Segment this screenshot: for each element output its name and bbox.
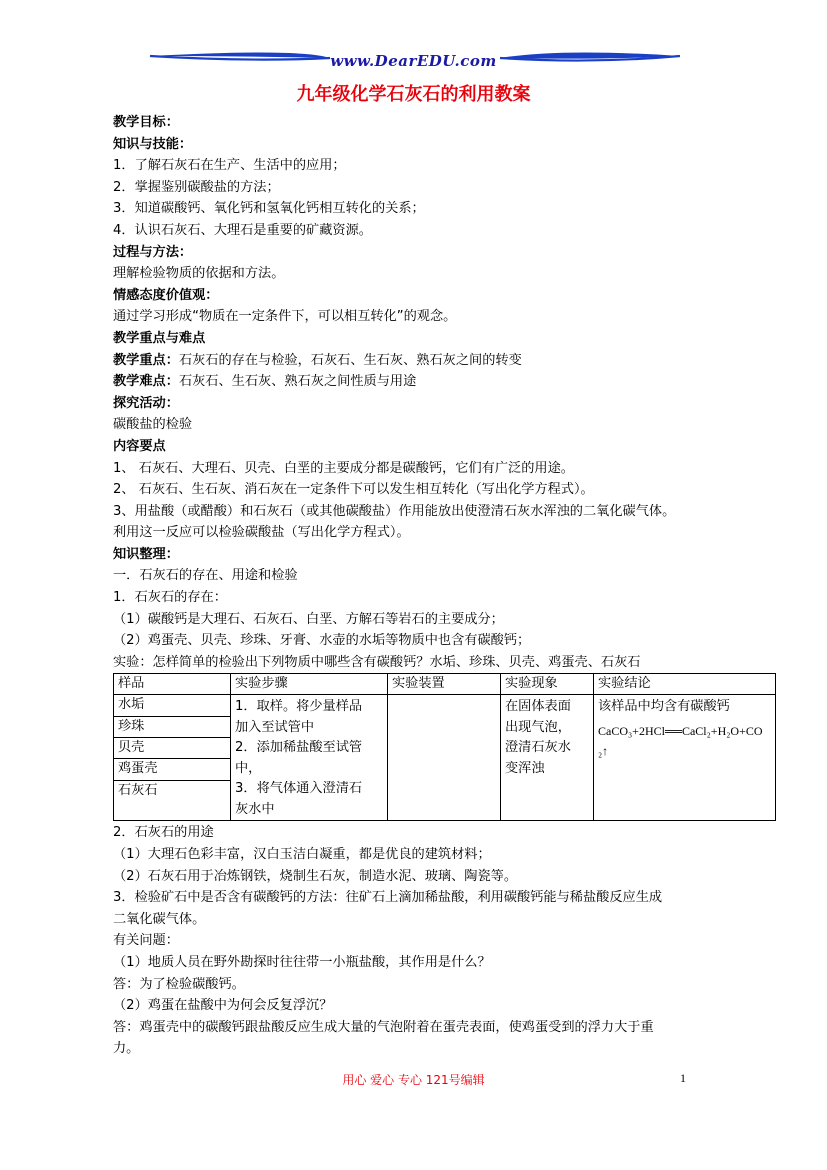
text-line: 答：为了检验碳酸钙。: [113, 976, 245, 992]
step-line: 中，: [235, 760, 262, 776]
section-heading: 教学目标：: [113, 115, 179, 130]
page-number: 1: [680, 1071, 686, 1085]
text-line: 碳酸盐的检验: [113, 417, 193, 433]
sample-cell: 珍珠: [114, 716, 231, 737]
section-heading: 教学重点与难点: [113, 330, 206, 346]
text-line: 4．认识石灰石、大理石是重要的矿藏资源。: [113, 222, 372, 238]
sample-cell: 石灰石: [114, 780, 231, 821]
phenomenon-line: 在固体表面: [505, 699, 571, 715]
difficult-point-text: 石灰石、生石灰、熟石灰之间性质与用途: [178, 374, 417, 390]
section-heading: 探究活动：: [113, 395, 179, 411]
phenomenon-line: 变浑浊: [505, 760, 545, 776]
step-line: 加入至试管中: [235, 719, 315, 735]
sample-cell: 贝壳: [114, 738, 231, 759]
difficult-point-line: [113, 371, 778, 393]
text-line: （1）碳酸钙是大理石、石灰石、白垩、方解石等岩石的主要成分；: [113, 611, 504, 627]
section-heading: 知识与技能：: [113, 136, 193, 152]
conclusion-cell: [594, 695, 776, 821]
steps-cell: [231, 695, 388, 821]
text-line: 3．知道碳酸钙、氧化钙和氢氧化钙相互转化的关系；: [113, 201, 425, 217]
text-line: （2）鸡蛋在盐酸中为何会反复浮沉？: [113, 998, 333, 1014]
step-line: 灰水中: [235, 801, 275, 817]
text-line: 2．石灰石的用途: [113, 825, 214, 841]
section-content: [113, 393, 778, 674]
table-header: 实验现象: [501, 674, 594, 695]
text-line: （1）大理石色彩丰富，汉白玉洁白凝重，都是优良的建筑材料；: [113, 847, 491, 863]
text-line: 一．石灰石的存在、用途和检验: [113, 568, 298, 584]
page-footer: 用心 爱心 专心 121号编辑: [342, 1073, 485, 1087]
step-line: 2．添加稀盐酸至试管: [235, 740, 363, 756]
section-heading: 情感态度价值观：: [113, 287, 219, 303]
table-header: 实验结论: [594, 674, 776, 695]
sample-cell: 鸡蛋壳: [114, 759, 231, 780]
text-line: （2）石灰石用于冶炼钢铁，烧制生石灰，制造水泥、玻璃、陶瓷等。: [113, 868, 518, 884]
text-line: 3、用盐酸（或醋酸）和石灰石（或其他碳酸盐）作用能放出使澄清石灰水浑浊的二氧化碳气体。: [113, 503, 676, 519]
key-point-text: 石灰石的存在与检验，石灰石、生石灰、熟石灰之间的转变: [178, 352, 522, 368]
text-line: 1．石灰石的存在：: [113, 590, 227, 606]
section-heading: 过程与方法：: [113, 244, 193, 260]
text-line: （2）鸡蛋壳、贝壳、珍珠、牙膏、水壶的水垢等物质中也含有碳酸钙；: [113, 633, 531, 649]
reaction-equation: CaCO₃+2HCl══CaCl₂+H₂O+CO: [598, 723, 763, 738]
text-line: （1）地质人员在野外勘探时往往带一小瓶盐酸，其作用是什么？: [113, 955, 491, 970]
text-line: 二氧化碳气体。: [113, 911, 206, 927]
reaction-equation-tail: ₂↑: [598, 744, 609, 759]
sample-cell: 水垢: [114, 695, 231, 716]
text-line: 实验：怎样简单的检验出下列物质中哪些含有碳酸钙？水垢、珍珠、贝壳、鸡蛋壳、石灰石: [113, 654, 641, 670]
table-header: 实验步骤: [231, 674, 388, 695]
conclusion-text: 该样品中均含有碳酸钙: [598, 699, 730, 715]
document-body: [113, 112, 778, 1060]
section-objectives: [113, 112, 778, 350]
section-usage: [113, 822, 778, 1060]
table-row: [114, 695, 776, 716]
key-point-label: 教学重点：: [113, 352, 179, 368]
text-line: 利用这一反应可以检验碳酸盐（写出化学方程式）。: [113, 525, 410, 541]
table-header-row: [114, 674, 776, 695]
text-line: 1．了解石灰石在生产、生活中的应用；: [113, 158, 346, 174]
section-heading: 知识整理：: [113, 546, 179, 562]
step-line: 1．取样。将少量样品: [235, 699, 363, 715]
text-line: 通过学习形成“物质在一定条件下，可以相互转化”的观念。: [113, 309, 457, 325]
document-title: 九年级化学石灰石的利用教案: [296, 84, 531, 105]
text-line: 3．检验矿石中是否含有碳酸钙的方法：往矿石上滴加稀盐酸，利用碳酸钙能与稀盐酸反应生成: [113, 890, 663, 906]
table-header: 实验装置: [388, 674, 501, 695]
text-line: 1、 石灰石、大理石、贝壳、白垩的主要成分都是碳酸钙，它们有广泛的用途。: [113, 460, 574, 476]
table-header: 样品: [114, 674, 231, 695]
phenomenon-line: 出现气泡，: [505, 719, 571, 735]
text-line: 2、 石灰石、生石灰、消石灰在一定条件下可以发生相互转化（写出化学方程式）。: [113, 482, 594, 498]
difficult-point-label: 教学难点：: [113, 374, 179, 390]
text-line: 力。: [113, 1041, 140, 1057]
text-line: 答：鸡蛋壳中的碳酸钙跟盐酸反应生成大量的气泡附着在蛋壳表面，使鸡蛋受到的浮力大于重: [113, 1019, 654, 1035]
phenomenon-cell: [501, 695, 594, 821]
site-url: www.DearEDU.com: [330, 52, 497, 70]
section-heading: 内容要点: [113, 438, 166, 454]
step-line: 3．将气体通入澄清石: [235, 781, 363, 797]
key-point-line: [113, 350, 778, 372]
text-line: 2．掌握鉴别碳酸盐的方法；: [113, 179, 280, 195]
phenomenon-line: 澄清石灰水: [505, 740, 571, 756]
text-line: 有关问题：: [113, 933, 179, 949]
apparatus-cell: [388, 695, 501, 821]
experiment-table: [113, 673, 776, 821]
text-line: 理解检验物质的依据和方法。: [113, 266, 285, 282]
